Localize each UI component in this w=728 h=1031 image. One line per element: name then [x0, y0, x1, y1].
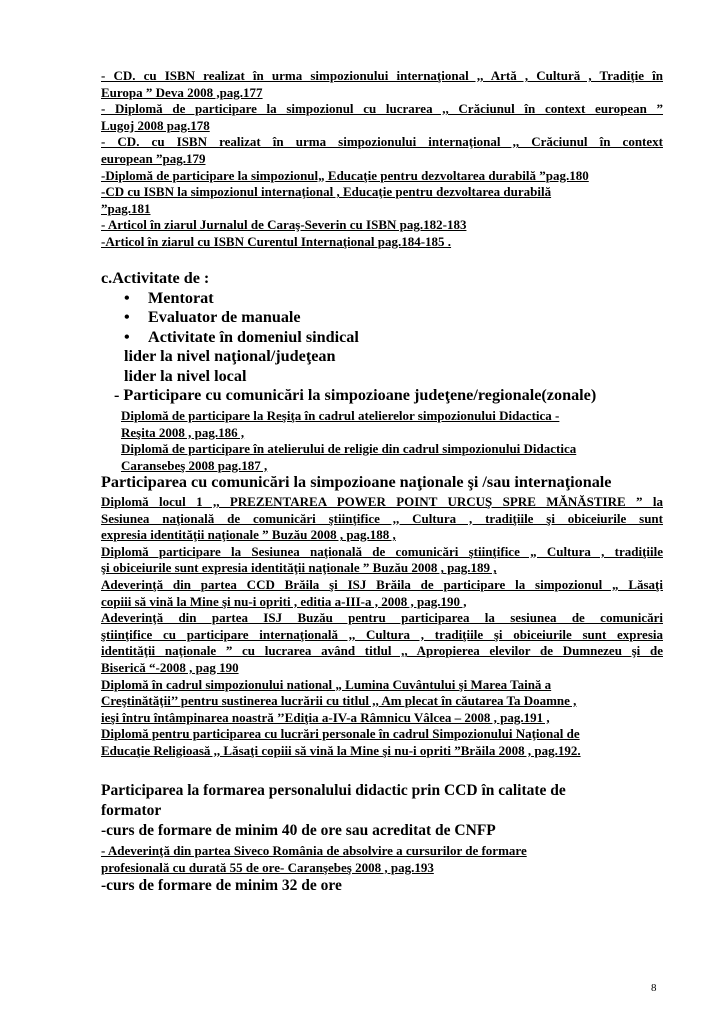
diplome-list: [121, 408, 661, 474]
national-heading: Participarea cu comunicări la simpozioane naţionale şi /sau internaţionale: [101, 473, 612, 491]
text-line: ştiinţifice cu participare internaţională ,, Cultura , tradiţiile şi obiceiurile sunt expresia: [101, 626, 663, 642]
text-line: -Articol în ziarul cu ISBN Curentul Internaţional pag.184-185 .: [101, 233, 452, 249]
list-item: • Evaluator de manuale: [124, 308, 301, 327]
text-line: -Diplomă de participare la simpozionul„ Educaţie pentru dezvoltarea durabilă ”pag.180: [101, 167, 589, 183]
formator-heading: [101, 781, 663, 820]
curs-32-ore: -curs de formare de minim 32 de ore: [101, 877, 342, 894]
text-line: Educaţie Religioasă ,, Lăsaţi copiii să vină la Mine şi nu-i opriti ”Brăila 2008 , pag.192.: [101, 742, 581, 758]
heading-line: formator: [101, 801, 162, 819]
list-item: • Mentorat: [124, 289, 214, 307]
text-line: profesională cu durată 55 de ore- Caranşebeş 2008 , pag.193: [101, 859, 434, 875]
text-line: Creştinătăţii’’ pentru sustinerea lucrării cu titlul ,, Am plecat în căutarea Ta Doamne ,: [101, 693, 577, 709]
bullet-icon: •: [124, 289, 130, 307]
bullet-icon: •: [124, 327, 130, 346]
text-line: - CD. cu ISBN realizat în urma simpozionului internaţional ,, Crăciunul în context: [101, 134, 663, 150]
text-line: Biserică “-2008 , pag 190: [101, 659, 239, 675]
text-line: Caransebeş 2008 pag.187 ,: [121, 457, 268, 473]
page-number: 8: [651, 982, 657, 994]
text-line: Diplomă în cadrul simpozionului national „ Lumina Cuvântului şi Marea Taină a: [101, 676, 552, 692]
text-line: Adeverinţă din partea CCD Brăila şi ISJ Brăila de participare la simpozionul „ Lăsaţi: [101, 576, 663, 592]
text-line: Diplomă participare la Sesiunea naţională de comunicări ştiinţifice „ Cultura , tradiţiile: [101, 543, 663, 559]
text-line: - Articol în ziarul Jurnalul de Caraş-Severin cu ISBN pag.182-183: [101, 217, 467, 233]
text-line: expresia identităţii naţionale ” Buzău 2008 , pag.188 ,: [101, 527, 396, 543]
lider-local: lider la nivel local: [124, 367, 247, 385]
text-line: ieşi întru întâmpinarea noastră ’’Ediţia a-IV-a Râmnicu Vâlcea – 2008 , pag.191 ,: [101, 709, 550, 725]
text-line: Diplomă locul 1 ,, PREZENTAREA POWER POINT URCUŞ SPRE MĂNĂSTIRE ” la: [101, 494, 663, 509]
heading-line: Participarea la formarea personalului didactic prin CCD în calitate de: [101, 782, 566, 799]
section-a-list: [101, 68, 663, 251]
text-line: - Adeverinţă din partea Siveco România de absolvire a cursurilor de formare: [101, 843, 527, 858]
bullet-icon: •: [124, 308, 130, 327]
text-line: Adeverinţă din partea ISJ Buzău pentru participarea la sesiunea de comunicări: [101, 610, 663, 626]
participare-judetene: - Participare cu comunicări la simpozioane judeţene/regionale(zonale): [114, 386, 597, 404]
text-line: identităţii naţionale ” cu lucrarea având titlul ,, Apropierea elevilor de Dumnezeu şi de: [101, 643, 663, 659]
lider-national: lider la nivel naţional/judeţean: [124, 347, 336, 365]
text-line: şi obiceiurile sunt expresia identităţii naţionale ” Buzău 2008 , pag.189 ,: [101, 560, 497, 576]
text-line: -CD cu ISBN la simpozionul internaţional , Educaţie pentru dezvoltarea durabilă: [101, 184, 552, 200]
text-line: Diplomă de participare în atelierului de religie din cadrul simpozionului Didactica: [121, 441, 577, 457]
list-item: • Activitate în domeniul sindical: [124, 327, 359, 346]
text-line: Europa ” Deva 2008 ,pag.177: [101, 84, 263, 100]
adeverinta-siveco: [101, 843, 663, 876]
text-line: Diplomă de participare la Reşiţa în cadrul atelierelor simpozionului Didactica -: [121, 408, 560, 423]
text-line: Reşita 2008 , pag.186 ,: [121, 424, 245, 440]
section-c-heading: c.Activitate de :: [101, 269, 210, 287]
text-line: - Diplomă de participare la simpozionul cu lucrarea ,, Crăciunul în context european ”: [101, 101, 663, 117]
text-line: Sesiunea naţională de comunicări ştiinţifice ,, Cultura , tradiţiile şi obiceiurile sunt: [101, 510, 663, 526]
text-line: Diplomă pentru participarea cu lucrări personale în cadrul Simpozionului Naţional de: [101, 726, 580, 742]
text-line: ”pag.181: [101, 200, 151, 216]
text-line: copiii să vină la Mine şi nu-i opriti , editia a-III-a , 2008 , pag.190 ,: [101, 593, 467, 609]
text-line: Lugoj 2008 pag.178: [101, 117, 210, 133]
curs-40-ore: -curs de formare de minim 40 de ore sau acreditat de CNFP: [101, 822, 496, 839]
activity-bullet-list: [124, 289, 359, 347]
text-line: european ”pag.179: [101, 150, 206, 166]
national-list: [101, 494, 663, 760]
text-line: - CD. cu ISBN realizat în urma simpozionului internaţional ,, Artă , Cultură , Tradiţie în: [101, 68, 663, 83]
